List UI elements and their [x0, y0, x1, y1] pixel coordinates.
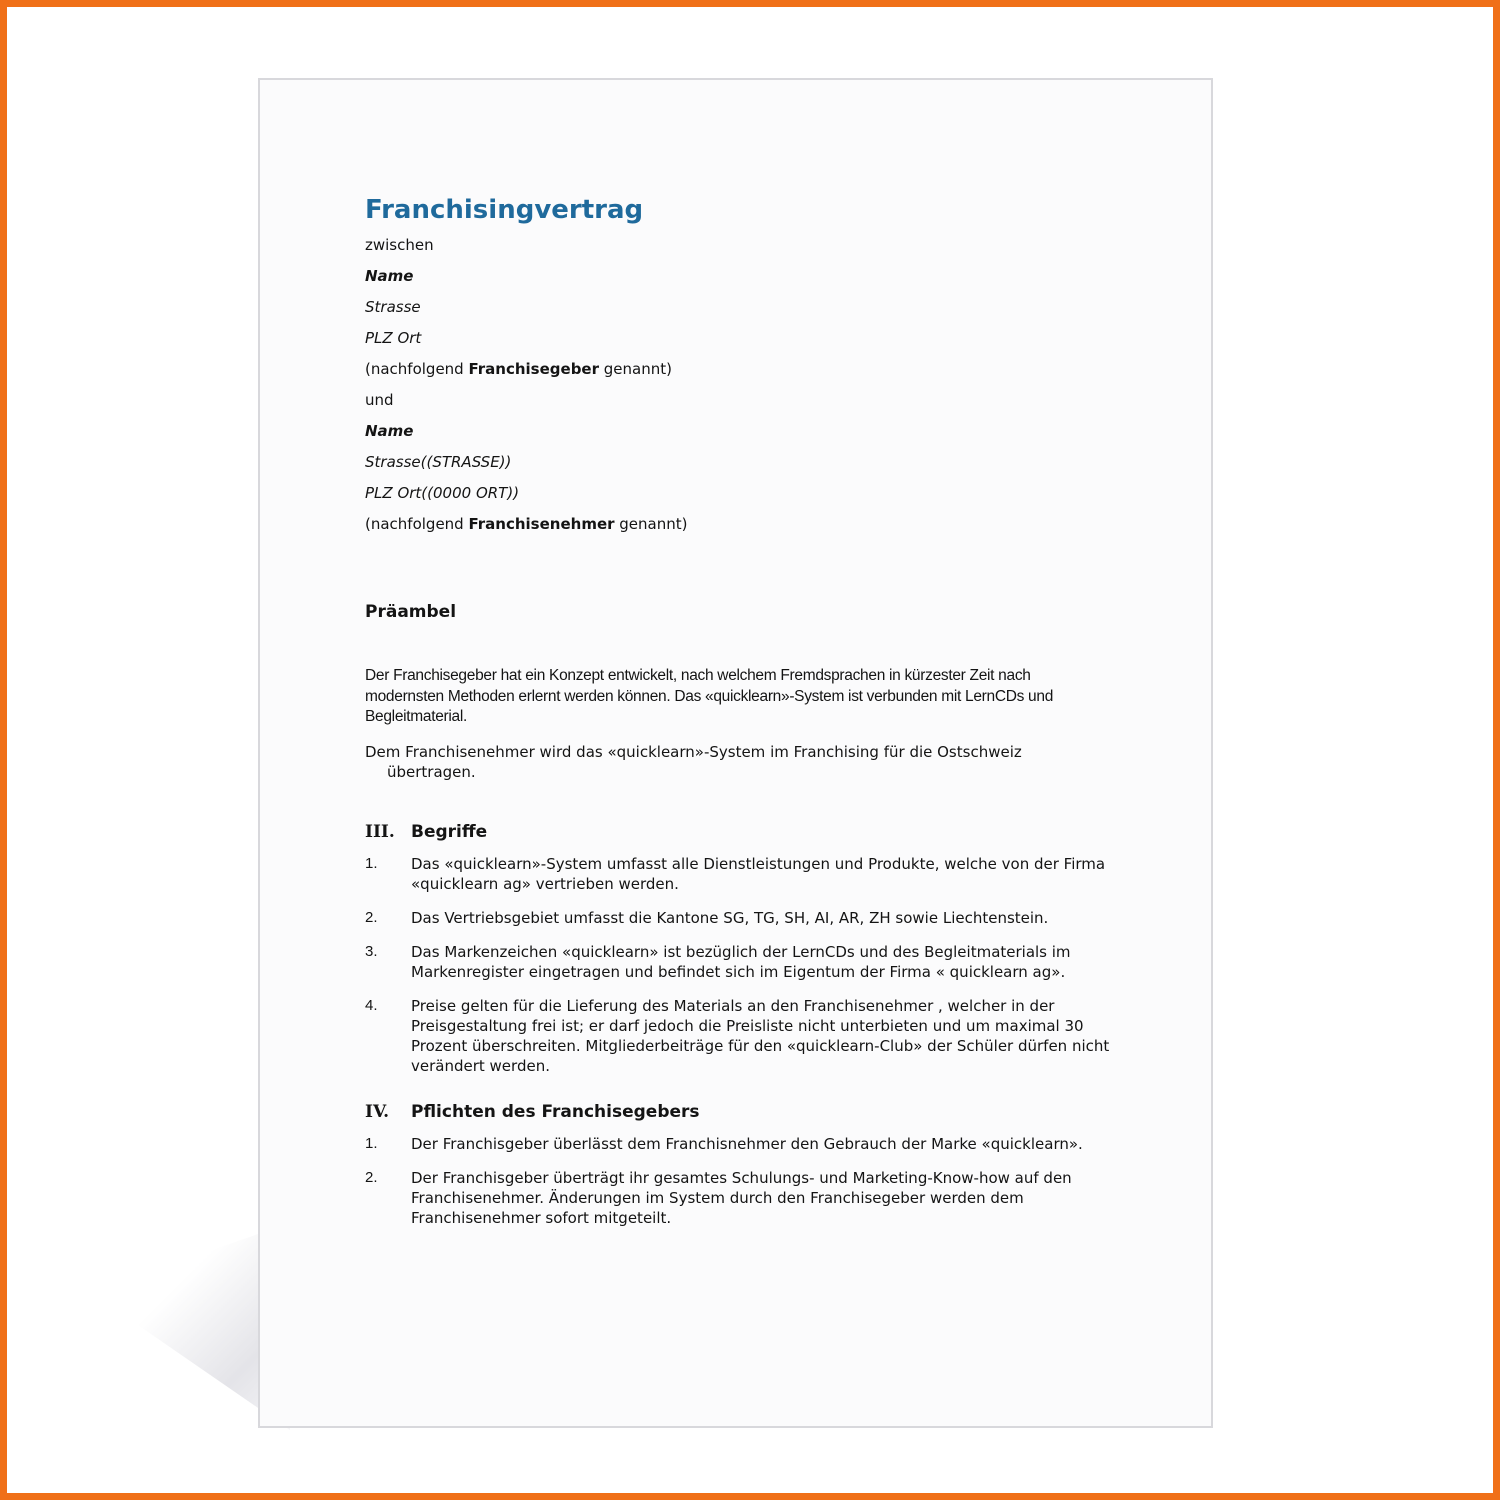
party1-street: Strasse — [365, 298, 421, 316]
list-item — [365, 942, 1110, 982]
section-3-number: III. — [365, 821, 395, 842]
party1-role-suffix: genannt) — [599, 360, 672, 378]
list-item — [365, 1168, 1110, 1228]
party2-city: PLZ Ort((0000 ORT)) — [365, 484, 520, 502]
section-3-title: Begriffe — [411, 821, 488, 842]
list-item-text: Das «quicklearn»-System umfasst alle Dienstleistungen und Produkte, welche von der Firma «quicklearn ag» vertrieben werden. — [411, 854, 1106, 893]
list-item-number: 1. — [365, 1134, 378, 1152]
list-item-text: Der Franchisgeber überlässt dem Franchisnehmer den Gebrauch der Marke «quicklearn». — [411, 1134, 1083, 1153]
party2-role-suffix: genannt) — [614, 515, 688, 533]
party1-name-line — [365, 261, 1110, 292]
list-item-number: 2. — [365, 1168, 378, 1186]
section-4-list — [365, 1134, 1110, 1228]
document-content — [365, 192, 1110, 1242]
party2-name-line — [365, 416, 1110, 447]
praeambel-paragraph-1: Der Franchisegeber hat ein Konzept entwickelt, nach welchem Fremdsprachen in kürzester Zeit nach modernsten Methoden erlernt werden können. Das «quicklearn»-System ist verbunden mit LernCDs und Begleitmaterial. — [365, 667, 1054, 725]
list-item — [365, 854, 1110, 894]
document-title: Franchisingvertrag — [365, 195, 644, 225]
section-3-list — [365, 854, 1110, 1076]
conjunction: und — [365, 391, 394, 409]
party-intro: zwischen — [365, 236, 434, 254]
list-item-text: Das Vertriebsgebiet umfasst die Kantone SG, TG, SH, AI, AR, ZH sowie Liechtenstein. — [411, 908, 1049, 927]
party1-name: Name — [365, 267, 414, 285]
party2-street: Strasse((STRASSE)) — [365, 453, 512, 471]
party2-role-line — [365, 509, 1110, 540]
party1-role: Franchisegeber — [468, 360, 600, 378]
praeambel-heading: Präambel — [365, 602, 457, 622]
party1-city: PLZ Ort — [365, 329, 422, 347]
list-item-text: Das Markenzeichen «quicklearn» ist bezüglich der LernCDs und des Begleitmaterials im Markenregister eingetragen und befindet sich im Eigentum der Firma « quicklearn ag». — [411, 942, 1071, 981]
list-item — [365, 996, 1110, 1076]
party2-role-prefix: (nachfolgend — [365, 515, 469, 533]
list-item-number: 4. — [365, 996, 378, 1014]
list-item-number: 3. — [365, 942, 378, 960]
section-4-number: IV. — [365, 1101, 390, 1122]
party1-role-prefix: (nachfolgend — [365, 360, 469, 378]
document-page — [258, 78, 1213, 1428]
list-item-text: Der Franchisgeber überträgt ihr gesamtes Schulungs- und Marketing-Know-how auf den Franchisenehmer. Änderungen im System durch den Franchisegeber werden dem Franchisenehmer sofort mitgeteilt. — [411, 1168, 1072, 1227]
list-item-number: 1. — [365, 854, 378, 872]
praeambel-paragraph-2: Dem Franchisenehmer wird das «quicklearn»-System im Franchising für die Ostschweiz übertragen. — [365, 742, 1022, 781]
section-3-heading — [365, 820, 1110, 844]
party2-role: Franchisenehmer — [468, 515, 615, 533]
party1-role-line — [365, 354, 1110, 385]
section-4-title: Pflichten des Franchisegebers — [411, 1101, 700, 1122]
party2-name: Name — [365, 422, 414, 440]
list-item-text: Preise gelten für die Lieferung des Materials an den Franchisenehmer , welcher in der Preisgestaltung frei ist; er darf jedoch die Preisliste nicht unterbieten und um maximal 30 Prozent überschreiten. Mitgliederbeiträge für den «quicklearn-Club» der Schüler dürfen nicht verändert werden. — [411, 996, 1110, 1075]
list-item — [365, 908, 1110, 928]
list-item-number: 2. — [365, 908, 378, 926]
section-4-heading — [365, 1100, 1110, 1124]
list-item — [365, 1134, 1110, 1154]
